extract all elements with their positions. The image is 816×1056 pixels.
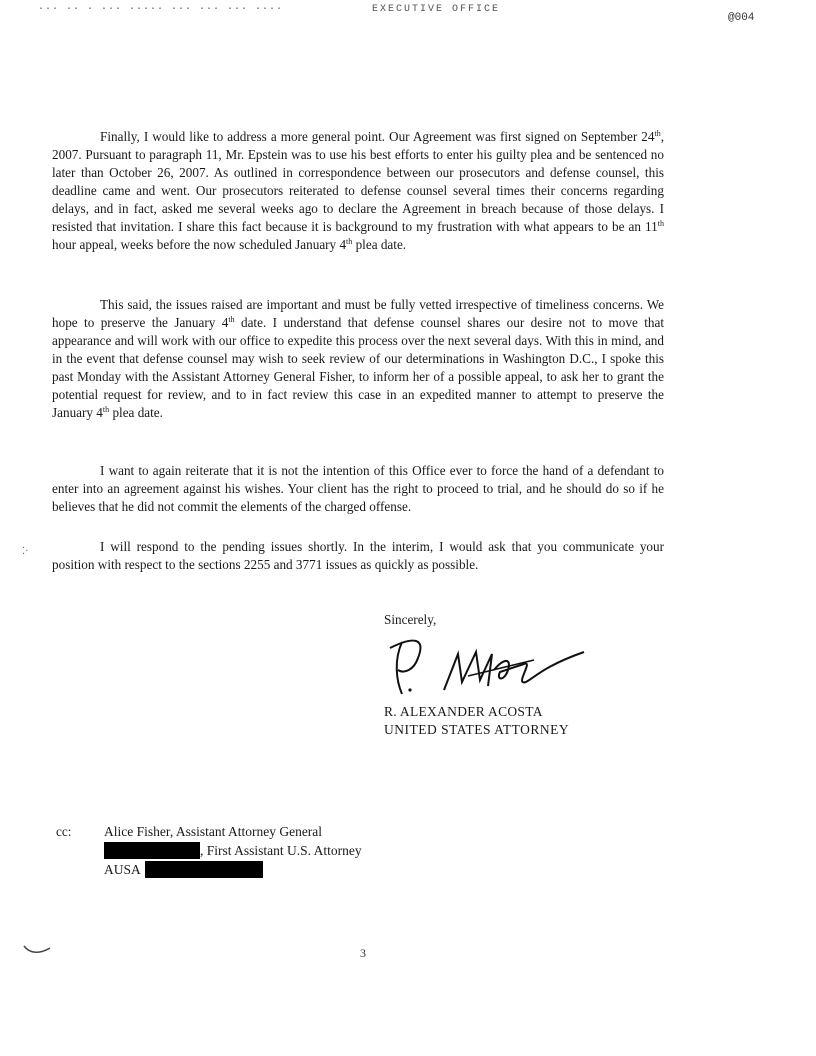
p1-text-b: , 2007. Pursuant to paragraph 11, Mr. Epstein was to use his best efforts to enter his guilty plea and be sentenced no later than October 26, 2007. As outlined in correspondence between our prosecutors and defense counsel, this deadline came and went. Our prosecutors reiterated to defense counsel several times their concerns regarding delays, and in fact, asked me several weeks ago to declare the Agreement in breach because of those delays. I resisted that invitation. I share this fact because it is background to my frustration with what appears to be an 11 [52, 129, 664, 234]
p2-sup-b: th [102, 405, 110, 414]
p1-sup-b: th [657, 219, 664, 228]
paragraph-right-to-trial: I want to again reiterate that it is not the intention of this Office ever to force the hand of a defendant to enter into an agreement against his wishes. Your client has the right to proceed to trial, and he should do so if he believes that he did not commit the elements of the charged offense. [52, 463, 664, 514]
paragraph-agreement-timeline [52, 128, 664, 254]
p2-text-a: This said, the issues raised are important and must be fully vetted irrespective of timeliness concerns. We hope to preserve the January 4 [52, 297, 664, 330]
scan-mark [22, 942, 52, 956]
p2-text-c: plea date. [109, 405, 163, 420]
cc-recipient [104, 822, 362, 841]
cc-list [104, 822, 362, 879]
handwritten-signature [384, 630, 594, 710]
p1-text-c: hour appeal, weeks before the now scheduled January 4 [52, 237, 347, 252]
cc-recipient [104, 860, 362, 879]
p1-text-a: Finally, I would like to address a more general point. Our Agreement was first signed on September 24 [100, 129, 655, 144]
closing-salutation: Sincerely, [384, 612, 437, 627]
page-number: 3 [360, 946, 366, 960]
redaction-block [104, 842, 200, 859]
scan-speck: ⁚· [22, 546, 29, 557]
p1-sup-a: th [654, 129, 661, 138]
cc-recipient [104, 841, 362, 860]
p2-text-b: date. I understand that defense counsel shares our desire not to move that appearance and will work with our office to expedite this process over the next several days. With this in mind, and in the event that defense counsel may wish to seek review of our determinations in Washington D.C., I spoke this past Monday with the Assistant Attorney General Fisher, to inform her of a possible appeal, to ask her to grant the potential request for review, and to in fact review this case in an expedited manner to attempt to preserve the January 4 [52, 315, 664, 420]
cc-recipient-text: , First Assistant U.S. Attorney [200, 843, 362, 858]
signer-title: UNITED STATES ATTORNEY [384, 722, 570, 737]
p1-text-d: plea date. [352, 237, 407, 252]
cc-label: cc: [56, 824, 72, 839]
fax-header [0, 4, 816, 24]
paragraph-pending-issues: I will respond to the pending issues shortly. In the interim, I would ask that you communicate your position with respect to the sections 2255 and 3771 issues as quickly as possible. [52, 539, 664, 572]
p1-sup-c: th [346, 237, 353, 246]
p2-sup-a: th [228, 315, 235, 324]
redaction-block [145, 861, 263, 878]
signer-name: R. ALEXANDER ACOSTA [384, 704, 543, 719]
fax-header-middle: EXECUTIVE OFFICE [372, 4, 501, 15]
cc-recipient-text: AUSA [104, 862, 141, 877]
cc-recipient-text: Alice Fisher, Assistant Attorney General [104, 824, 323, 839]
fax-header-left: ··· ·· · ··· ····· ··· ··· ··· ···· [38, 4, 284, 15]
paragraph-review-request [52, 296, 664, 422]
fax-header-page: @004 [728, 12, 755, 24]
